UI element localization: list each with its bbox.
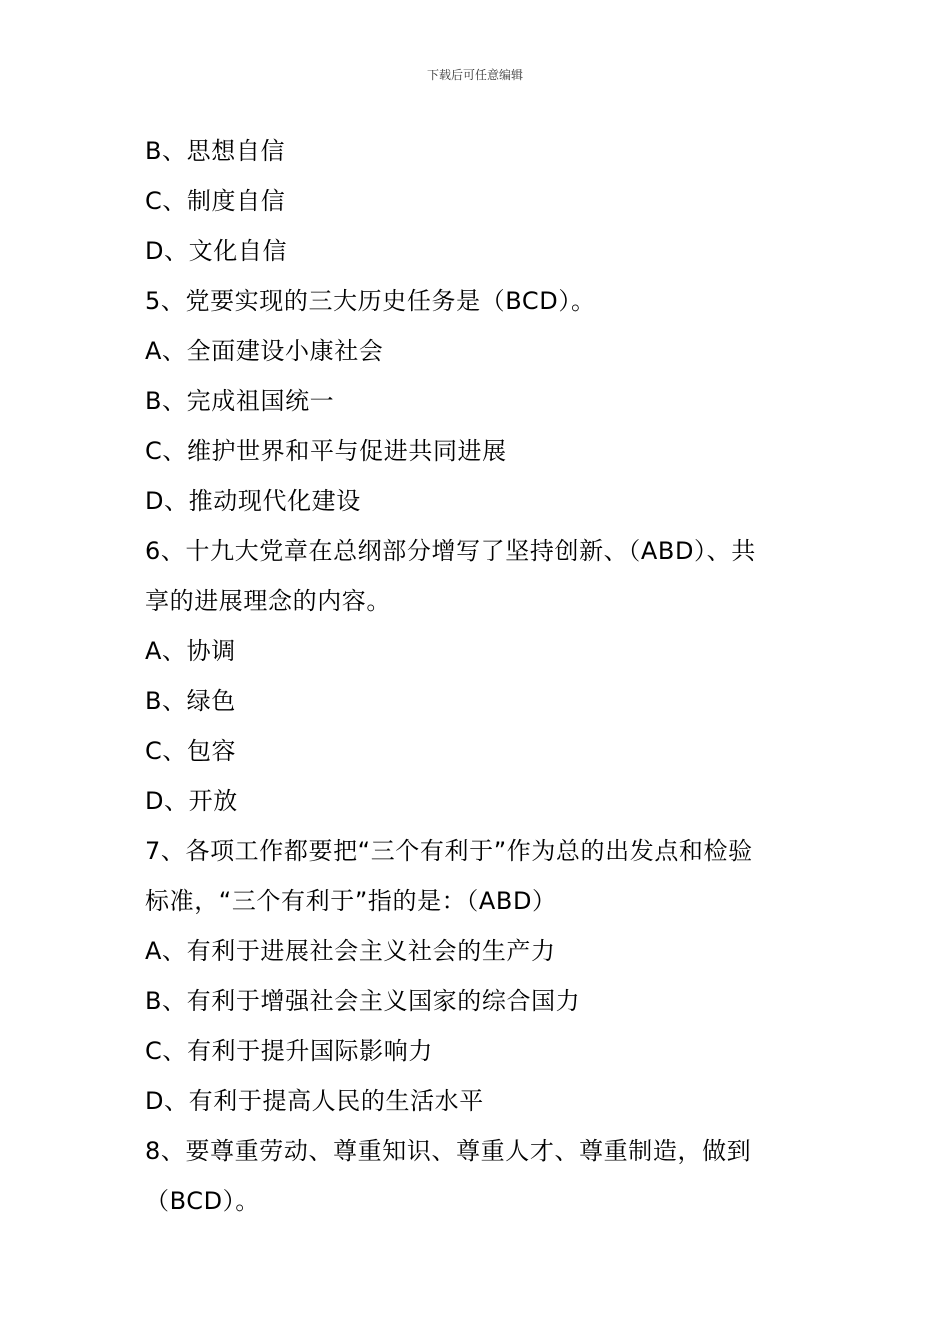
question-8: 8、要尊重劳动、尊重知识、尊重人才、尊重制造，做到 [145, 1137, 752, 1165]
option-b-q5: B、完成祖国统一 [145, 387, 335, 415]
option-c-q5: C、维护世界和平与促进共同进展 [145, 437, 507, 465]
option-c-q4: C、制度自信 [145, 187, 286, 215]
option-c-q6: C、包容 [145, 737, 237, 765]
question-7-continued: 标准，“三个有利于”指的是：（ABD） [145, 887, 557, 915]
option-b-q4: B、思想自信 [145, 137, 286, 165]
option-d-q4: D、文化自信 [145, 237, 288, 265]
document-body [145, 126, 815, 1226]
option-d-q7: D、有利于提高人民的生活水平 [145, 1087, 484, 1115]
option-a-q6: A、协调 [145, 637, 236, 665]
option-a-q7: A、有利于进展社会主义社会的生产力 [145, 937, 556, 965]
question-6-continued: 享的进展理念的内容。 [145, 587, 391, 615]
question-5: 5、党要实现的三大历史任务是（BCD）。 [145, 287, 596, 315]
option-d-q5: D、推动现代化建设 [145, 487, 361, 515]
question-6: 6、十九大党章在总纲部分增写了坚持创新、（ABD）、共 [145, 537, 756, 565]
option-c-q7: C、有利于提升国际影响力 [145, 1037, 433, 1065]
page-header: 下载后可任意编辑 [426, 68, 523, 82]
option-b-q7: B、有利于增强社会主义国家的综合国力 [145, 987, 581, 1015]
option-a-q5: A、全面建设小康社会 [145, 337, 384, 365]
question-8-continued: （BCD）。 [145, 1187, 260, 1215]
question-7: 7、各项工作都要把“三个有利于”作为总的出发点和检验 [145, 837, 753, 865]
option-b-q6: B、绿色 [145, 687, 236, 715]
option-d-q6: D、开放 [145, 787, 238, 815]
